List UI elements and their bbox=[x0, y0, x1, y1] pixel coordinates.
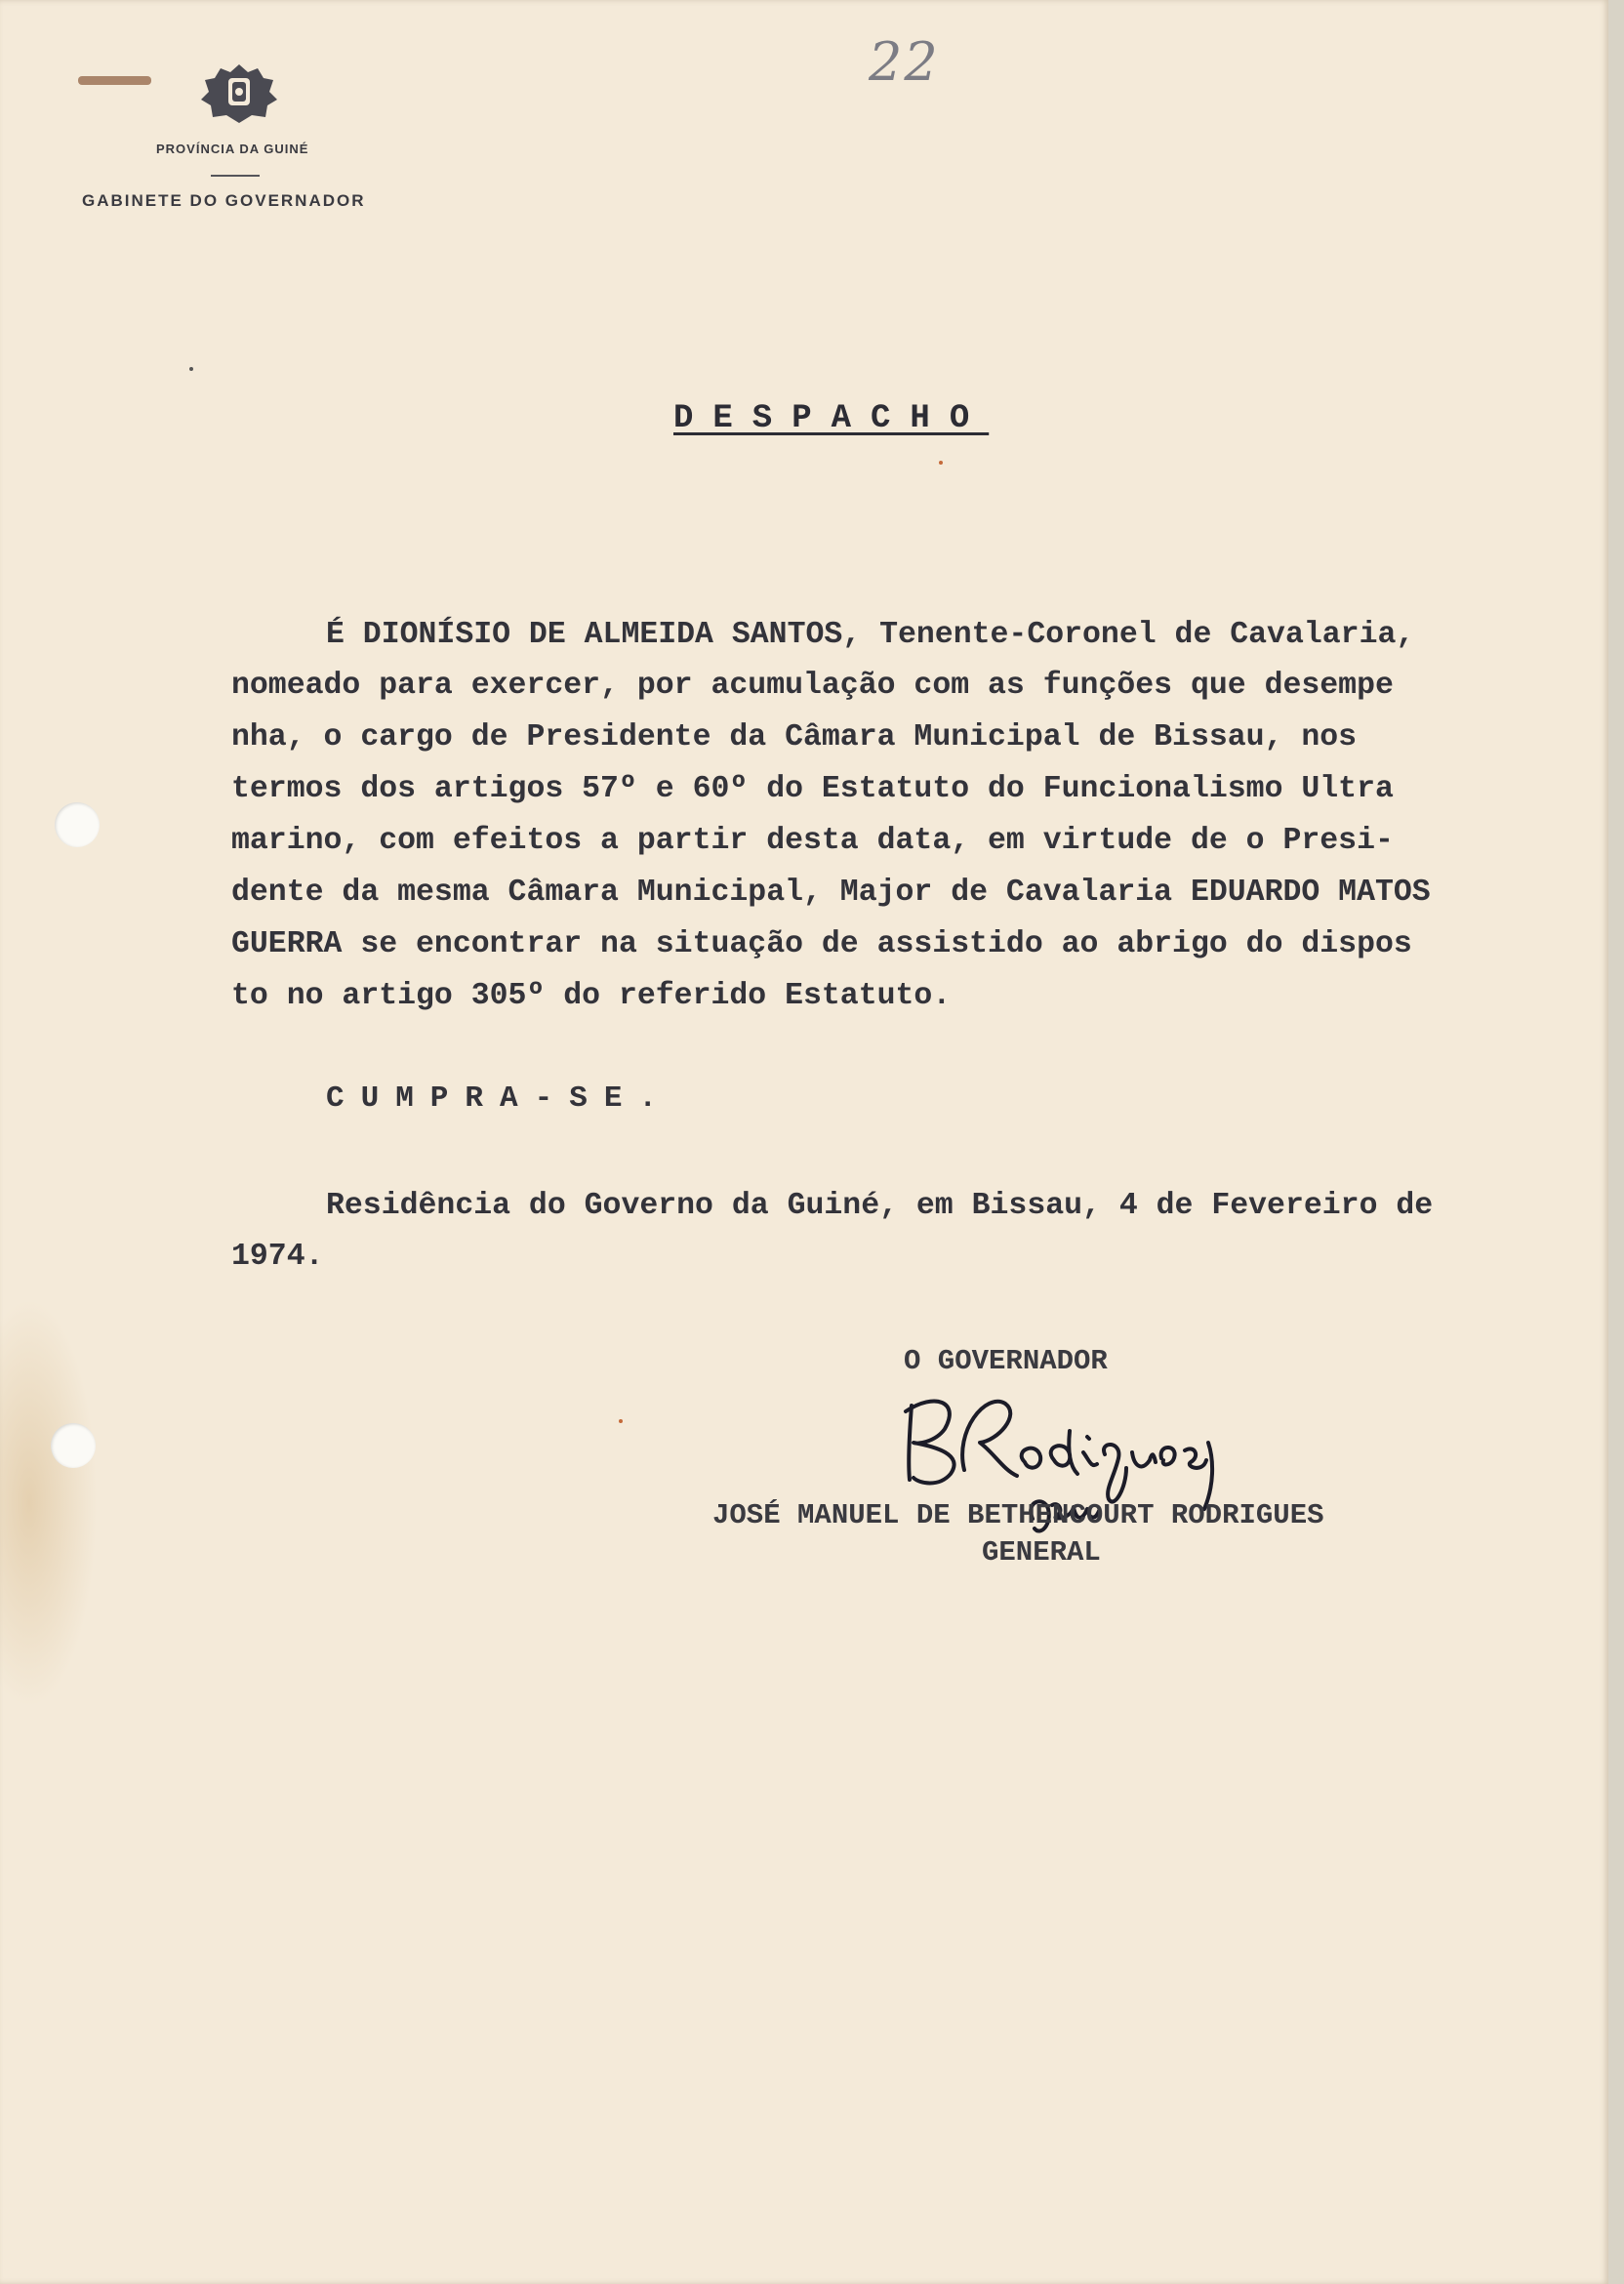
page-edge bbox=[1608, 0, 1624, 2284]
punch-hole-top bbox=[55, 802, 100, 847]
place-date-line: 1974. bbox=[231, 1240, 324, 1274]
folio-number: 22 bbox=[869, 31, 940, 93]
body-line: marino, com efeitos a partir desta data, em virtude de o Presi- bbox=[231, 824, 1394, 858]
ink-speck bbox=[939, 461, 943, 465]
body-line: nomeado para exercer, por acumulação com as funções que desempe bbox=[231, 669, 1394, 703]
body-line: termos dos artigos 57º e 60º do Estatuto do Funcionalismo Ultra bbox=[231, 772, 1394, 806]
rust-mark bbox=[78, 76, 151, 85]
place-date-line: Residência do Governo da Guiné, em Bissau, 4 de Fevereiro de bbox=[326, 1189, 1434, 1223]
body-line: nha, o cargo de Presidente da Câmara Municipal de Bissau, nos bbox=[231, 720, 1358, 755]
body-line: dente da mesma Câmara Municipal, Major de Cavalaria EDUARDO MATOS bbox=[231, 876, 1431, 910]
letterhead-divider bbox=[211, 175, 260, 177]
province-name: PROVÍNCIA DA GUINÉ bbox=[156, 142, 309, 156]
cabinet-name: GABINETE DO GOVERNADOR bbox=[82, 191, 366, 210]
governor-title: O GOVERNADOR bbox=[904, 1345, 1108, 1377]
order-clause: CUMPRA-SE. bbox=[326, 1081, 674, 1116]
signatory-name: JOSÉ MANUEL DE BETHENCOURT RODRIGUES bbox=[712, 1499, 1324, 1531]
body-line: É DIONÍSIO DE ALMEIDA SANTOS, Tenente-Coronel de Cavalaria, bbox=[326, 618, 1415, 652]
water-stain bbox=[0, 1298, 98, 1708]
ink-speck bbox=[619, 1419, 623, 1423]
body-line: to no artigo 305º do referido Estatuto. bbox=[231, 979, 952, 1013]
ink-speck bbox=[189, 367, 193, 371]
punch-hole-bottom bbox=[51, 1423, 96, 1468]
document-title: DESPACHO bbox=[673, 400, 990, 437]
coat-of-arms-icon bbox=[199, 61, 279, 125]
signatory-rank: GENERAL bbox=[982, 1536, 1101, 1569]
body-line: GUERRA se encontrar na situação de assistido ao abrigo do dispos bbox=[231, 927, 1412, 961]
